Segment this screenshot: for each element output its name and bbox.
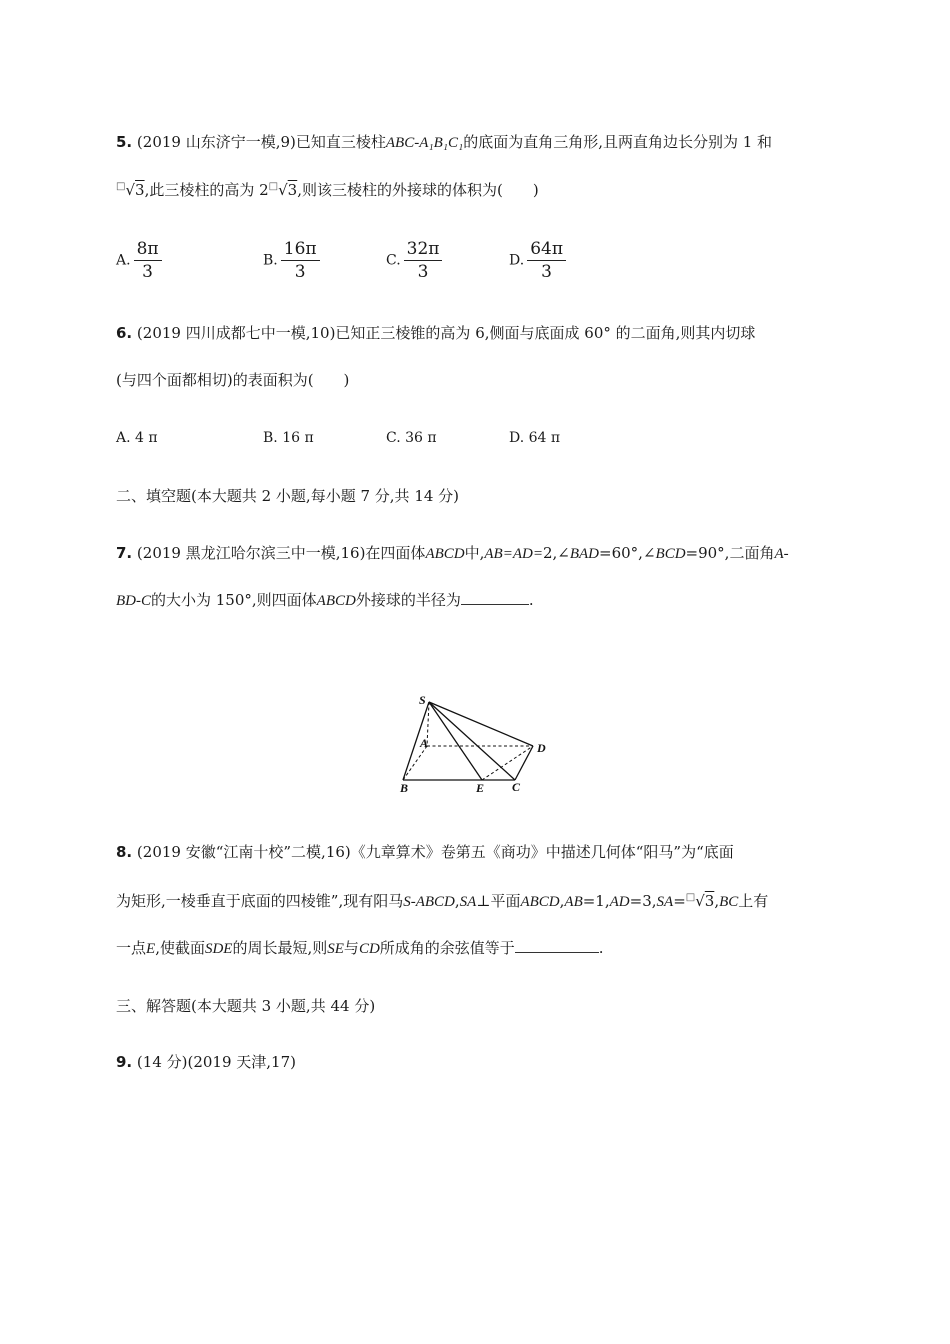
sqrt-3: □√3: [268, 181, 298, 199]
label-s: S: [419, 693, 426, 707]
sqrt-3: □√3: [685, 892, 715, 910]
q5-line1: [116, 132, 772, 153]
q8-number: 8.: [116, 843, 133, 861]
q9-number: 9.: [116, 1053, 133, 1071]
edge-cd: [515, 746, 533, 780]
q8-line3: 一点E,使截面SDE的周长最短,则SE与CD所成角的余弦值等于 .: [116, 939, 604, 957]
q5-option-b: B. $\frac{16\pi}{3}$: [263, 238, 320, 283]
q6-line1: [116, 323, 755, 343]
q5-text3: ,此三棱柱的高为 2: [144, 181, 269, 199]
edge-ab: [403, 746, 427, 780]
q5-option-a: A. $\frac{8\pi}{3}$: [116, 238, 162, 283]
q6-option-a: A. 4 π: [116, 430, 158, 446]
q6-number: 6.: [116, 324, 133, 342]
label-a: A: [420, 736, 429, 750]
q7-number: 7.: [116, 544, 133, 562]
q6-text1: (2019 四川成都七中一模,10)已知正三棱锥的高为 6,侧面与底面成 60° 的二面角,则其内切球: [136, 324, 756, 342]
q9-line: 9. (14 分)(2019 天津,17): [116, 1053, 296, 1071]
q5-prism: ABC-A₁B₁C₁: [385, 135, 464, 151]
q6-option-b: B. 16 π: [263, 430, 314, 446]
label-c: C: [512, 780, 521, 794]
q8-answer-blank[interactable]: [515, 938, 599, 953]
q5-option-c: C. $\frac{32\pi}{3}$: [386, 238, 442, 283]
q6-line2: (与四个面都相切)的表面积为( ): [116, 371, 350, 389]
q5-text2: 的底面为直角三角形,且两直角边长分别为 1 和: [463, 133, 773, 151]
q8-line1: 8. (2019 安徽“江南十校”二模,16)《九章算术》卷第五《商功》中描述几何体“阳马”为“底面: [116, 843, 734, 861]
q7-line1: 7. (2019 黑龙江哈尔滨三中一模,16)在四面体ABCD中,AB=AD=2,∠BAD=60°,∠BCD=90°,二面角A-: [116, 544, 789, 562]
label-b: B: [400, 781, 409, 795]
label-d: D: [537, 741, 546, 755]
q5-text1: (2019 山东济宁一模,9)已知直三棱柱: [136, 133, 386, 151]
label-e: E: [476, 781, 485, 795]
q5-option-d: D. $\frac{64\pi}{3}$: [509, 238, 566, 283]
q5-number: 5.: [116, 133, 133, 151]
section-3-heading: 三、解答题(本大题共 3 小题,共 44 分): [116, 997, 376, 1015]
q6-option-d: D. 64 π: [509, 430, 561, 446]
section-2-heading: 二、填空题(本大题共 2 小题,每小题 7 分,共 14 分): [116, 487, 460, 505]
q6-option-c: C. 36 π: [386, 430, 437, 446]
edge-sc: [429, 702, 515, 780]
edge-ed: [482, 746, 533, 780]
q7-line2: BD-C的大小为 150°,则四面体ABCD外接球的半径为 .: [116, 591, 534, 609]
q7-answer-blank[interactable]: [461, 590, 529, 605]
sqrt-3: □√3: [116, 181, 145, 199]
q5-text4: ,则该三棱柱的外接球的体积为( ): [297, 181, 539, 199]
q8-line2: 为矩形,一棱垂直于底面的四棱锥”,现有阳马S-ABCD,SA⊥平面ABCD,AB=1,AD=3,SA=□√3,BC上有: [116, 892, 769, 910]
q5-line2: [116, 177, 539, 200]
pyramid-figure: [395, 690, 555, 800]
